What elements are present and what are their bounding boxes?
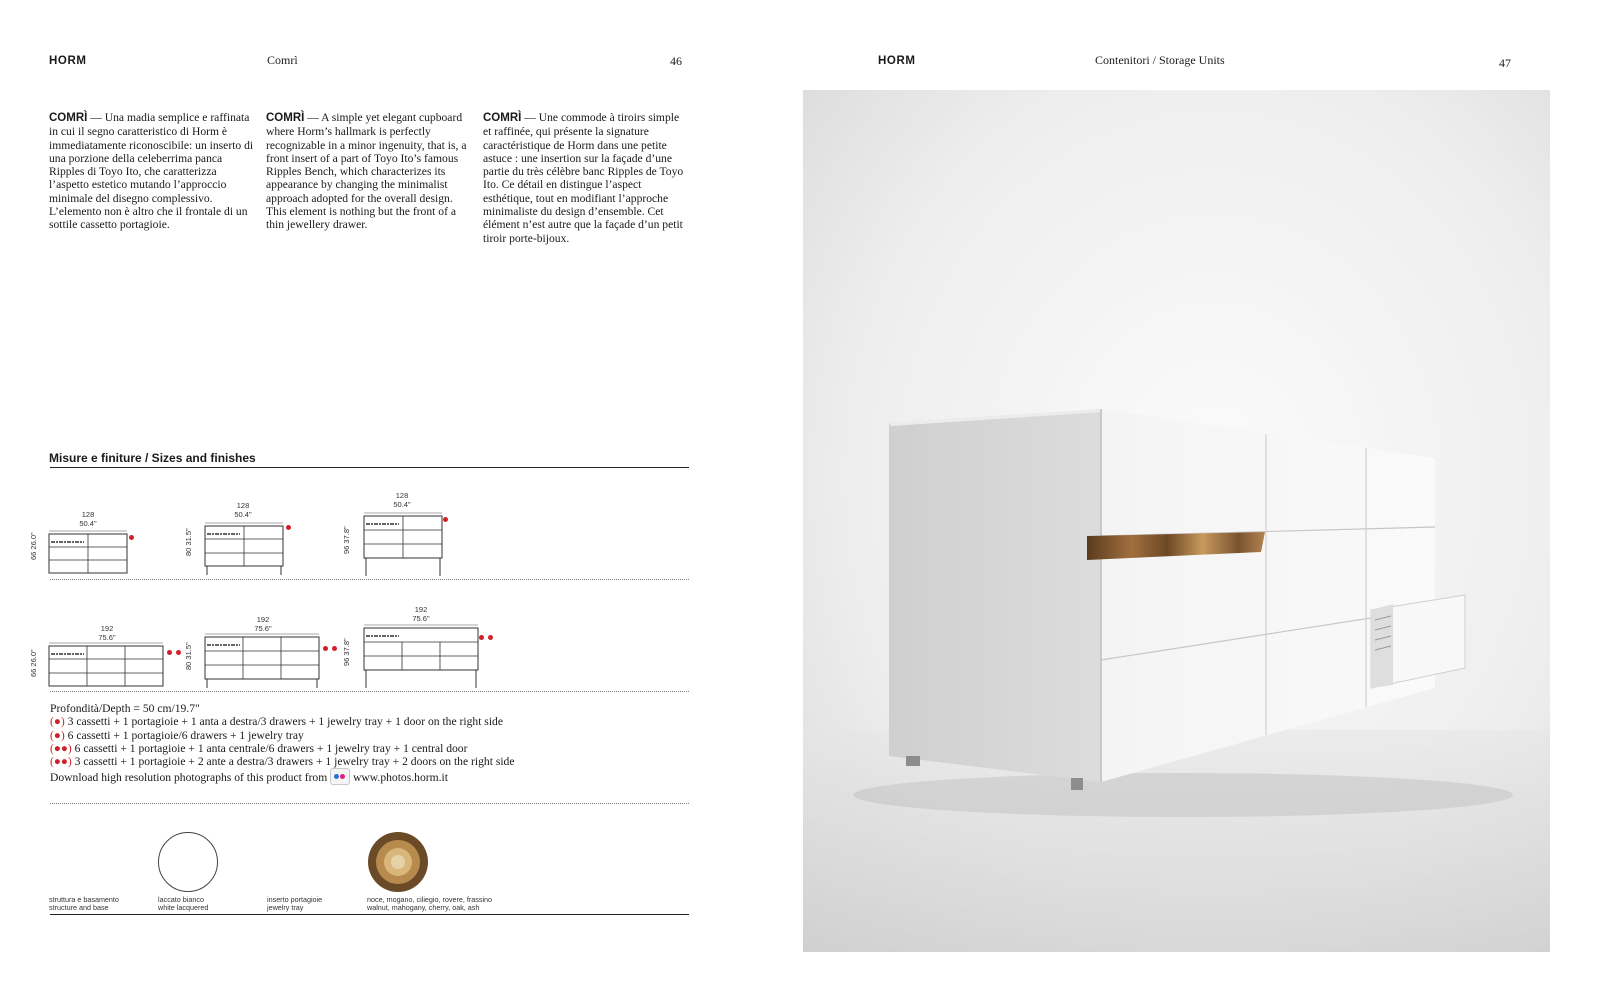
dotted-divider	[50, 691, 689, 692]
red-marker-icon	[323, 638, 337, 656]
cabinet-outline-icon	[204, 520, 314, 578]
width-dimension: 192 75.6"	[98, 624, 116, 642]
description-english	[266, 111, 471, 232]
height-dimension: 80 31.5"	[184, 642, 193, 670]
section-rule	[50, 467, 689, 468]
size-diagram-128x80	[185, 500, 305, 578]
config-marker: (●)	[50, 728, 65, 742]
width-dimension: 192 75.6"	[254, 615, 272, 633]
size-diagram-192x80	[185, 614, 345, 690]
size-diagram-192x66	[28, 624, 188, 690]
height-dimension: 80 31.5"	[184, 528, 193, 556]
height-dimension: 66 26.0"	[29, 532, 38, 560]
wood-finish-swatch-icon	[367, 831, 429, 893]
width-dimension: 192 75.6"	[412, 605, 430, 623]
cabinet-outline-icon	[48, 528, 158, 578]
width-dimension: 128 50.4"	[234, 501, 252, 519]
depth-text: Profondità/Depth = 50 cm/19.7"	[50, 702, 200, 715]
description-text: — Une commode à tiroirs simple et raffinée, qui présente la signature caractéristique de Horm dans une petite astuce : une insertion sur la façade d’une partie du très célèbre banc Ripples de Toyo Ito. Ce détail en distingue l’aspect esthétique, tout en modifiant l’approche minimaliste du design d’ensemble. Cet élément n’est autre que la façade d’un petit tiroir porte-bijoux.	[483, 111, 684, 245]
page-number-right: 47	[1499, 56, 1511, 70]
brand-logo-left: HORM	[49, 55, 87, 67]
dotted-divider	[50, 803, 689, 804]
height-dimension: 96 37.8"	[342, 638, 351, 666]
dotted-divider	[50, 579, 689, 580]
width-dimension: 128 50.4"	[79, 510, 97, 528]
config-marker: (●●)	[50, 741, 72, 755]
height-dimension: 66 26.0"	[29, 649, 38, 677]
description-text: — Una madia semplice e raffinata in cui il segno caratteristico di Horm è immediatamente riconoscibile: un inserto di una porzione della celeberrima panca Ripples di Toyo Ito, che caratterizza l’aspetto estetico mutando l’approccio minimale del disegno complessivo. L’elemento non è altro che il frontale di un sottile cassetto portagioie.	[49, 111, 254, 232]
product-name: COMRÌ	[483, 112, 522, 124]
finish-label-wood: noce, mogano, ciliegio, rovere, frassino walnut, mahogany, cherry, oak, ash	[367, 895, 493, 912]
download-line: Download high resolution photographs of this product from www.photos.horm.it	[50, 768, 515, 785]
description-text: — A simple yet elegant cupboard where Horm’s hallmark is perfectly recognizable in a minor ingenuity, that is, a front insert of a part of Toyo Ito’s famous Ripples Bench, which characterizes its appearance by changing the minimalist approach adopted for the overall design. This element is nothing but the front of a thin jewellery drawer.	[266, 111, 467, 232]
flickr-icon[interactable]	[330, 768, 350, 785]
finish-label-structure: struttura e basamento structure and base	[49, 895, 119, 912]
page-section-title: Comrì	[267, 53, 298, 67]
description-italian	[49, 111, 254, 232]
config-item: (●) 6 cassetti + 1 portagioie/6 drawers + 1 jewelry tray	[50, 728, 304, 742]
product-photo	[803, 90, 1550, 952]
size-diagram-128x96	[343, 490, 463, 578]
spec-list	[50, 702, 515, 785]
download-link[interactable]: www.photos.horm.it	[353, 771, 448, 785]
config-marker: (●●)	[50, 755, 72, 769]
finish-label-lacquer: laccato bianco white lacquered	[158, 895, 209, 912]
finish-label-tray: inserto portagioie jewelry tray	[267, 895, 323, 912]
description-french	[483, 111, 688, 245]
cabinet-outline-icon	[363, 510, 473, 578]
height-dimension: 96 37.8"	[342, 526, 351, 554]
size-diagram-128x66	[28, 508, 148, 578]
width-dimension: 128 50.4"	[393, 491, 411, 509]
config-item: (●●) 6 cassetti + 1 portagioie + 1 anta centrale/6 drawers + 1 jewelry tray + 1 central door	[50, 741, 468, 755]
product-name: COMRÌ	[49, 112, 88, 124]
config-item: (●) 3 cassetti + 1 portagioie + 1 anta a destra/3 drawers + 1 jewelry tray + 1 door on the right side	[50, 715, 503, 729]
white-lacquered-swatch	[158, 832, 218, 892]
page-section-title-right: Contenitori / Storage Units	[1095, 53, 1225, 67]
brand-logo-right: HORM	[878, 55, 916, 67]
size-diagram-192x96	[343, 604, 503, 690]
red-marker-icon	[129, 535, 134, 540]
red-marker-icon	[167, 642, 181, 660]
page-number-left: 46	[670, 54, 682, 68]
red-marker-icon	[479, 627, 493, 645]
product-name: COMRÌ	[266, 112, 305, 124]
red-marker-icon	[443, 517, 448, 522]
config-marker: (●)	[50, 715, 65, 729]
config-item: (●●) 3 cassetti + 1 portagioie + 2 ante a destra/3 drawers + 1 jewelry tray + 2 doors on the right side	[50, 755, 515, 769]
red-marker-icon	[286, 525, 291, 530]
sizes-section-title: Misure e finiture / Sizes and finishes	[49, 451, 256, 465]
section-rule	[50, 914, 689, 915]
